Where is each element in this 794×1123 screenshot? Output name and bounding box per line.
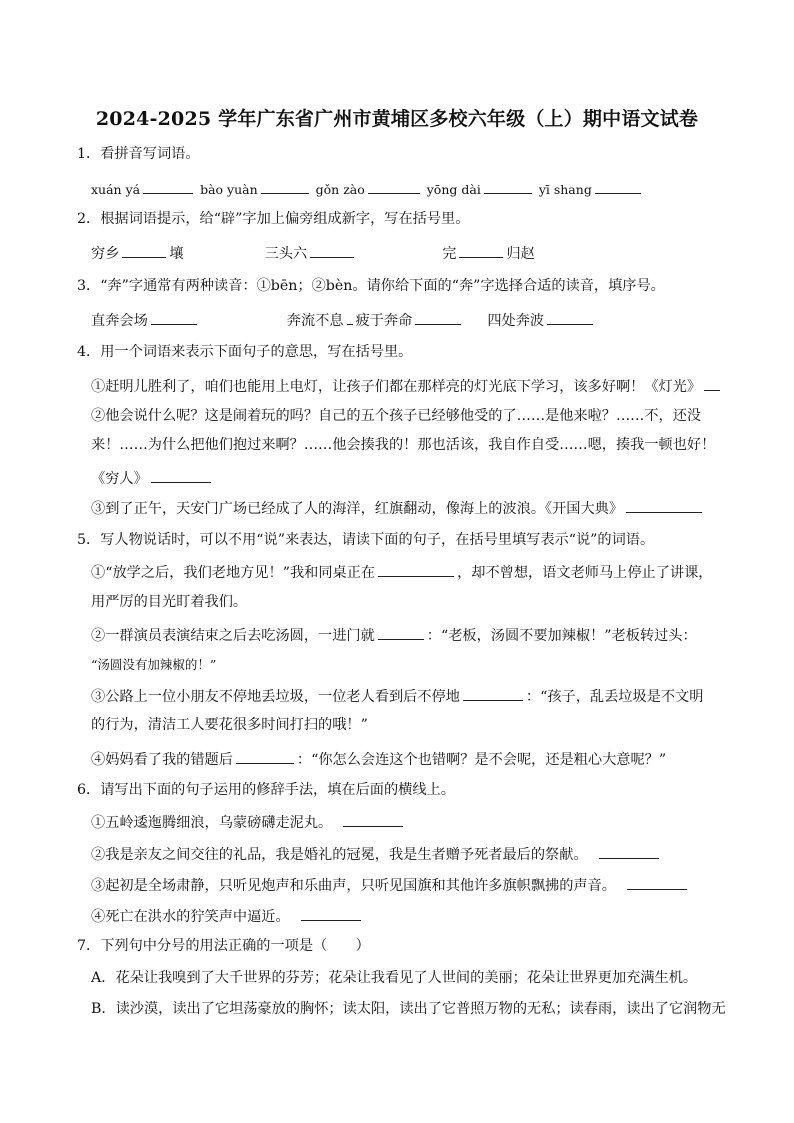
pinyin-2: bào yuàn	[200, 182, 258, 197]
q4-sentence-3	[91, 498, 705, 518]
question-3-items	[91, 310, 596, 330]
question-6-stem: 6．请写出下面的句子运用的修辞手法，填在后面的横线上。	[77, 782, 455, 798]
answer-blank[interactable]	[415, 310, 461, 325]
answer-blank[interactable]	[626, 498, 702, 513]
q6-item-4	[91, 906, 364, 926]
q5-s4b-text: ：“你怎么会连这个也错啊？是不会呢，还是粗心大意呢？”	[296, 752, 667, 768]
q4-sentence-2c	[91, 468, 214, 488]
pinyin-3: gǒn zào	[315, 182, 365, 197]
question-5-stem: 5．写人物说话时，可以不用“说”来表达，请读下面的句子，在括号里填写表示“说”的词语。	[77, 532, 655, 548]
page-title: 2024-2025 学年广东省广州市黄埔区多校六年级（上）期中语文试卷	[95, 108, 699, 130]
q4-sentence-2b: 来！……为什么把他们抱过来啊？……他会揍我的！那也活该，我自作自受……嗯，揍我一顿也好！	[91, 437, 716, 453]
q4-sentence-1	[91, 376, 723, 396]
q3-item-3: 疲于奔命	[355, 313, 413, 329]
answer-blank[interactable]	[236, 749, 294, 764]
q4-sentence-3-text: ③到了正午，天安门广场已经成了人的海洋，红旗翻动，像海上的波浪。《开国大典》	[91, 501, 624, 517]
q5-sentence-1c: 用严厉的目光盯着我们。	[91, 594, 248, 610]
q5-s2b-text: ：“老板，汤圆不要加辣椒！”老板转过头：	[426, 628, 697, 644]
q3-item-1: 直奔会场	[91, 313, 148, 329]
q5-s4a-text: ④妈妈看了我的错题后	[91, 752, 233, 768]
q5-s1b-text: ，却不曾想，语文老师马上停止了讲课，	[457, 565, 713, 581]
q5-s1a-text: ①“放学之后，我们老地方见！”我和同桌正在	[91, 565, 376, 581]
answer-blank[interactable]	[261, 179, 309, 194]
question-7-stem: 7．下列句中分号的用法正确的一项是（ ）	[77, 938, 370, 954]
answer-blank[interactable]	[310, 243, 354, 258]
answer-blank[interactable]	[343, 812, 403, 827]
q4-sentence-1-text: ①赶明儿胜利了，咱们也能用上电灯，让孩子们都在那样亮的灯光底下学习，该多好啊！《灯光》	[91, 379, 702, 395]
answer-blank[interactable]	[301, 906, 361, 921]
pinyin-1: xuán yá	[91, 182, 141, 197]
answer-blank[interactable]	[599, 844, 659, 859]
pinyin-4: yōng dài	[426, 182, 481, 197]
answer-blank[interactable]	[122, 243, 166, 258]
q5-sentence-1a	[91, 562, 712, 582]
q6-item-1	[91, 812, 406, 832]
answer-blank[interactable]	[463, 686, 523, 701]
q2-item-1-before: 穷乡	[91, 246, 120, 262]
q7-option-a[interactable]: A．花朵让我嗅到了大千世界的芬芳；花朵让我看见了人世间的美丽；花朵让世界更加充满生机。	[91, 970, 698, 986]
q6-item-3	[91, 875, 690, 895]
answer-blank[interactable]	[547, 310, 593, 325]
q5-sentence-4	[91, 749, 666, 769]
q6-item-3-text: ③起初是全场肃静，只听见炮声和乐曲声，只听见国旗和其他许多旗帜飘拂的声音。	[91, 878, 616, 894]
question-1-stem: 1．看拼音写词语。	[77, 146, 200, 162]
q6-item-1-text: ①五岭逶迤腾细浪，乌蒙磅礴走泥丸。	[91, 815, 333, 831]
q5-s2a-text: ②一群演员表演结束之后去吃汤圆，一进门就	[91, 628, 375, 644]
q3-item-2: 奔流不息	[286, 313, 344, 329]
q4-sentence-2c-text: 《穷人》	[91, 471, 148, 487]
q7-option-b[interactable]: B．读沙漠，读出了它坦荡豪放的胸怀；读太阳，读出了它普照万物的无私；读春雨，读出了它润物无	[91, 1001, 726, 1017]
answer-blank[interactable]	[459, 243, 503, 258]
q6-item-2	[91, 844, 662, 864]
answer-blank[interactable]	[378, 562, 454, 577]
q6-item-4-text: ④死亡在洪水的狞笑声中逼近。	[91, 909, 290, 925]
q5-sentence-3c: 的行为，清洁工人要花很多时间打扫的哦！”	[91, 717, 368, 733]
answer-blank[interactable]	[704, 376, 720, 391]
answer-blank[interactable]	[484, 179, 532, 194]
answer-blank[interactable]	[151, 310, 197, 325]
q2-item-1-after: 壤	[169, 246, 184, 262]
answer-blank[interactable]	[143, 179, 193, 194]
q3-item-4: 四处奔波	[487, 313, 545, 329]
answer-blank[interactable]	[368, 179, 420, 194]
pinyin-5: yī shang	[538, 182, 592, 197]
q2-item-3-after: 归赵	[506, 246, 535, 262]
q5-sentence-3a	[91, 686, 703, 706]
question-1-pinyin-row	[91, 179, 644, 199]
answer-blank[interactable]	[595, 179, 641, 194]
answer-blank[interactable]	[627, 875, 687, 890]
answer-blank[interactable]	[151, 468, 211, 483]
q5-sentence-2a	[91, 625, 697, 645]
q2-item-3-before: 完	[442, 246, 457, 262]
question-3-stem: 3．“奔”字通常有两种读音：①bēn；②bèn。请你给下面的“奔”字选择合适的读音，填序号。	[77, 278, 665, 294]
q4-sentence-2a: ②他会说什么呢？这是闹着玩的吗？自己的五个孩子已经够他受的了……是他来啦？……不，还没	[91, 408, 702, 424]
q5-sentence-2c: “汤圆没有加辣椒的！”	[91, 657, 217, 672]
q5-s3b-text: ：“孩子，乱丢垃圾是不文明	[525, 689, 704, 705]
q6-item-2-text: ②我是亲友之间交往的礼品，我是婚礼的冠冕，我是生者赠予死者最后的祭献。	[91, 847, 588, 863]
question-4-stem: 4．用一个词语来表示下面句子的意思，写在括号里。	[77, 344, 413, 360]
answer-blank[interactable]	[378, 625, 424, 640]
q5-s3a-text: ③公路上一位小朋友不停地丢垃圾，一位老人看到后不停地	[91, 689, 460, 705]
question-2-items	[91, 243, 535, 263]
answer-blank[interactable]	[347, 310, 353, 325]
question-2-stem: 2．根据词语提示，给“辟”字加上偏旁组成新字，写在括号里。	[77, 211, 470, 227]
q2-item-2-before: 三头六	[264, 246, 308, 262]
